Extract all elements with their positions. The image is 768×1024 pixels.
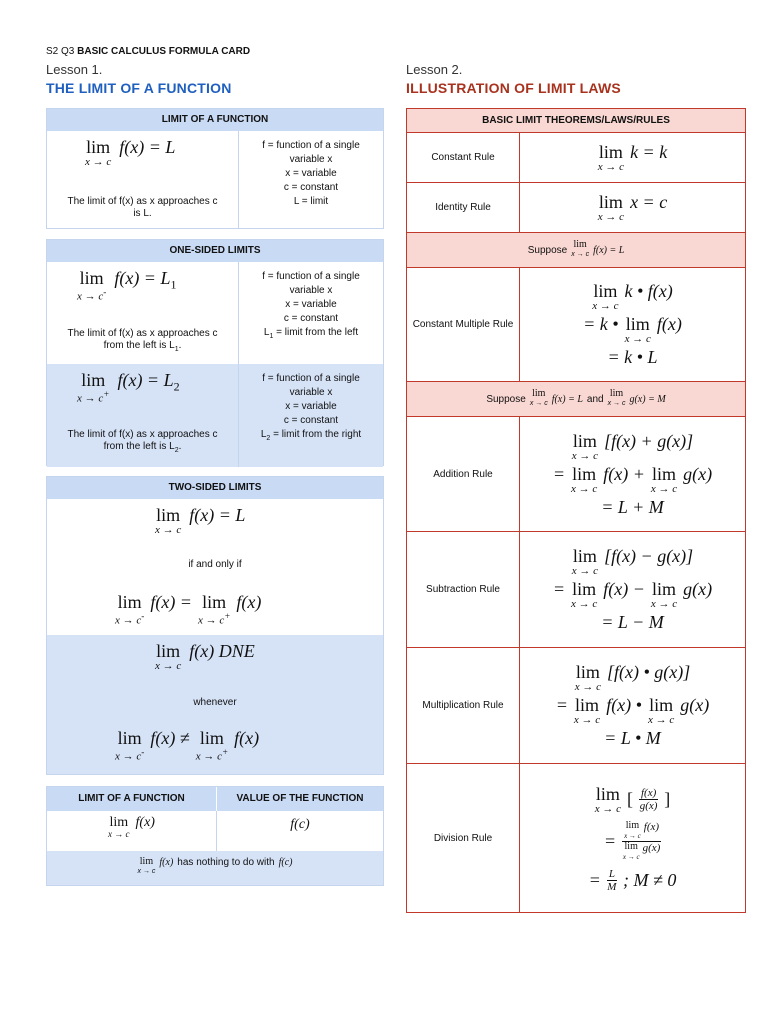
limit-cell: lim x → c f(x) (47, 811, 217, 851)
limit-vs-value-note: lim x → c f(x) has nothing to do with f(c) (47, 851, 383, 885)
constant-rule-row: Constant Rule lim x → c k = k (407, 133, 745, 183)
col-value-heading: VALUE OF THE FUNCTION (236, 793, 364, 804)
lesson-1 (46, 62, 384, 875)
right-limit-row (47, 364, 383, 467)
card-title: BASIC CALCULUS FORMULA CARD (77, 46, 251, 57)
lim-right: lim x → c+ (195, 728, 229, 763)
dne-formula: f(x) DNE (189, 641, 255, 661)
rule-name: Multiplication Rule (407, 648, 520, 763)
left-limit-definitions: f = function of a single variable x x = variable c = constant $L_1$ = limit from the left (262, 271, 360, 340)
lim-operator: lim x → c- (77, 268, 107, 303)
rule-name: Addition Rule (407, 417, 520, 531)
lesson-2 (406, 62, 746, 893)
box-heading: ONE-SIDED LIMITS (47, 240, 383, 262)
rule-name: Constant Rule (407, 133, 520, 182)
left-limit-row (47, 262, 383, 364)
rule-name: Identity Rule (407, 183, 520, 232)
lim-operator: lim x → c (155, 505, 182, 536)
card-header (46, 46, 250, 57)
limit-formula-cell (47, 131, 239, 228)
left-limit-formula: $f(x) = L_1$ (114, 268, 177, 292)
limit-of-function-box (46, 108, 384, 229)
right-limit-formula: $f(x) = L_2$ (117, 370, 180, 394)
two-sided-formula: f(x) = L (189, 505, 246, 525)
card-code: S2 Q3 (46, 46, 75, 57)
lim-left: lim x → c- (115, 728, 145, 763)
suppose-limits-f-g: Suppose lim x → c f(x) = L and lim x → c g(x) = M (407, 382, 745, 417)
lesson-1-label: Lesson 1. (46, 62, 103, 77)
left-limit-description: The limit of f(x) as x approaches c from the left is $L_1$. (67, 328, 218, 353)
lesson-2-title: ILLUSTRATION OF LIMIT LAWS (406, 80, 621, 96)
limit-vs-value-box (46, 786, 384, 886)
lim-right: lim x → c+ (197, 592, 231, 627)
rule-name: Constant Multiple Rule (407, 268, 520, 381)
rule-name: Division Rule (407, 764, 520, 912)
right-limit-description: The limit of f(x) as x approaches c from the left is $L_2$. (67, 429, 218, 454)
right-limit-definitions: f = function of a single variable x x = variable c = constant $L_2$ = limit from the right (260, 373, 362, 442)
lim-left: lim x → c- (115, 592, 145, 627)
value-cell: f(c) (290, 817, 310, 832)
lim-operator: lim x → c+ (77, 370, 110, 405)
subtraction-rule-row: Subtraction Rule lim x → c [f(x) − g(x)] = lim x → c f(x) − lim x → c g(x) = L − M (407, 532, 745, 648)
limit-description: The limit of f(x) as x approaches c is L. (67, 196, 218, 219)
two-sided-limits-box (46, 476, 384, 775)
suppose-limit-f: Suppose lim x → c f(x) = L (407, 233, 745, 268)
lesson-2-label: Lesson 2. (406, 62, 463, 77)
whenever-text: whenever (193, 697, 237, 708)
table-heading: BASIC LIMIT THEOREMS/LAWS/RULES (407, 109, 745, 133)
dne-condition: lim x → c f(x) DNE whenever lim x → c- f(x) ≠ lim x → c+ f(x) (47, 635, 383, 774)
iff-text: if and only if (188, 559, 242, 570)
one-sided-limits-box (46, 239, 384, 466)
limit-definitions: f = function of a single variable x x = variable c = constant L = limit (262, 140, 360, 207)
addition-rule-row: Addition Rule lim x → c [f(x) + g(x)] = lim x → c f(x) + lim x → c g(x) = L + M (407, 417, 745, 532)
limit-laws-table (406, 108, 746, 913)
constant-multiple-rule-row: Constant Multiple Rule lim x → c k • f(x) = k • lim x → c f(x) = k • L (407, 268, 745, 382)
identity-rule-row: Identity Rule lim x → c x = c (407, 183, 745, 233)
lim-operator: lim x → c (155, 641, 182, 672)
lesson-1-title: THE LIMIT OF A FUNCTION (46, 80, 232, 96)
two-sided-definition: lim x → c f(x) = L if and only if lim x → c- f(x) = lim x → c+ f(x) (47, 499, 383, 635)
col-limit-heading: LIMIT OF A FUNCTION (47, 787, 217, 811)
division-rule-row: Division Rule lim x → c [ $\frac{f(x)}{g(x)}$ ] = lim x → c f(x) lim x → c g(x) = $\frac{L}{M}$ ; M ≠ 0 (407, 764, 745, 912)
rule-name: Subtraction Rule (407, 532, 520, 647)
box-heading: TWO-SIDED LIMITS (47, 477, 383, 499)
lim-operator: lim x → c (85, 137, 112, 168)
limit-formula-rhs: f(x) = L (119, 137, 176, 157)
box-heading: LIMIT OF A FUNCTION (47, 109, 383, 131)
multiplication-rule-row: Multiplication Rule lim x → c [f(x) • g(x)] = lim x → c f(x) • lim x → c g(x) = L • M (407, 648, 745, 764)
